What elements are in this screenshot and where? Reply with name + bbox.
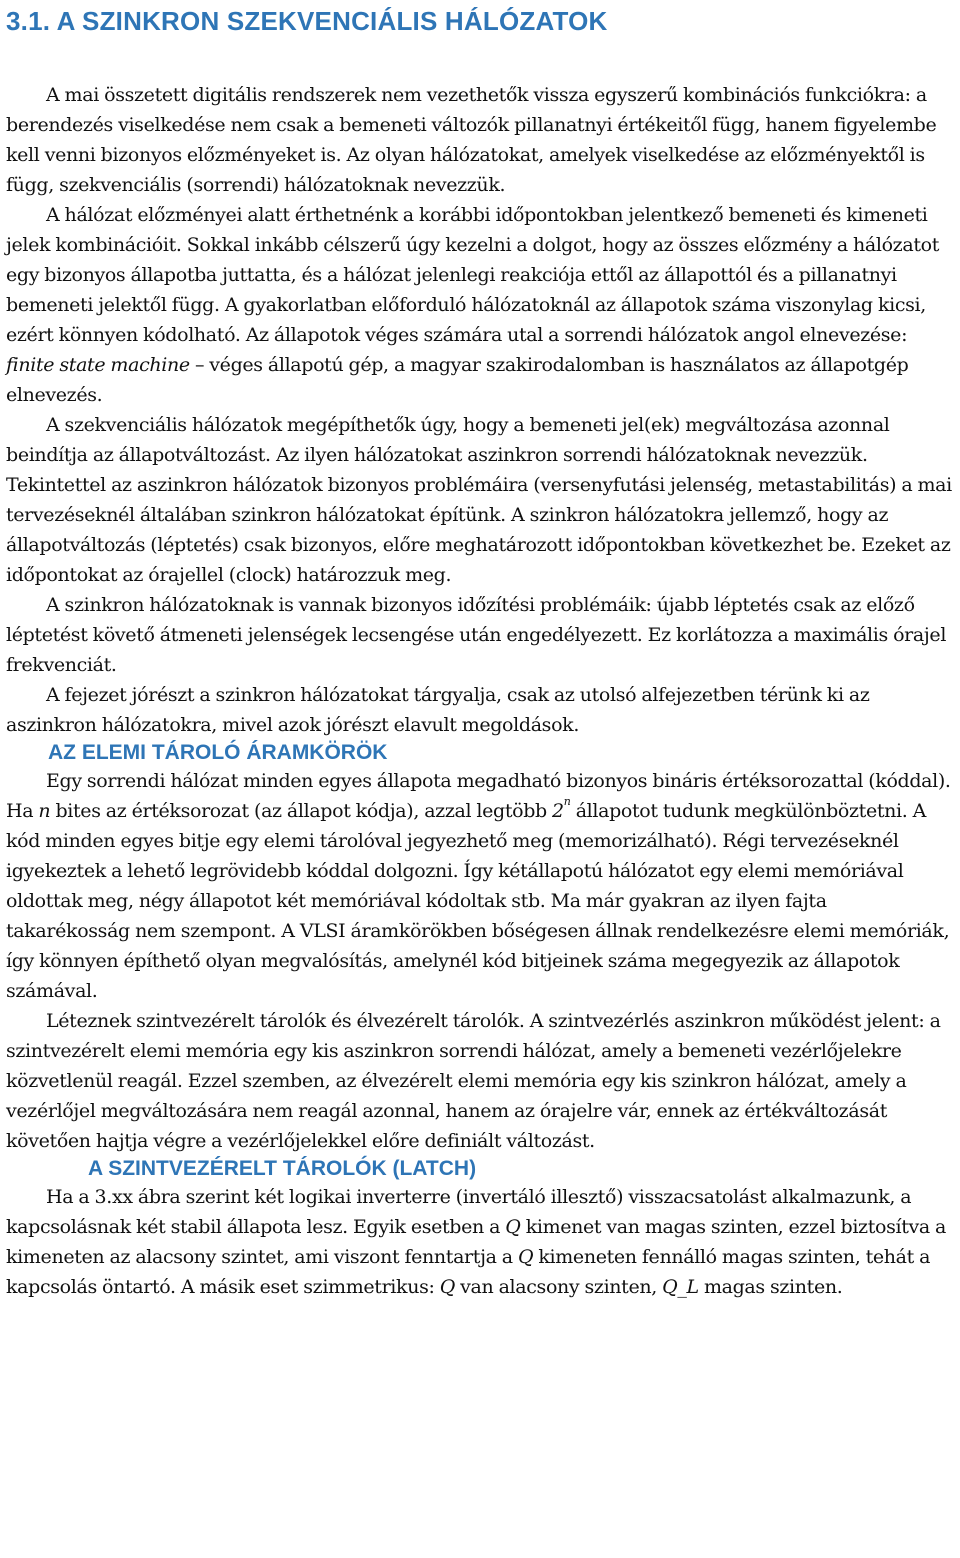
latch-section	[6, 1182, 954, 1302]
text-run: Ha a 3.xx ábra szerint két logikai inverterre (invertáló illesztő) visszacsatolást alkalmazunk, a kapcsolásnak két stabil állapota lesz. Egyik esetben a	[6, 1186, 912, 1238]
signal-q: Q	[517, 1246, 534, 1268]
text-run: van alacsony szinten,	[454, 1276, 663, 1298]
paragraph	[6, 766, 954, 1006]
paragraph: Léteznek szintvezérelt tárolók és élvezérelt tárolók. A szintvezérlés aszinkron működést jelent: a szintvezérelt elemi memória egy kis aszinkron sorrendi hálózat, amely a bemeneti vezérlőjelekre közvetlenül reagál. Ezzel szemben, az élvezérelt elemi memória egy kis szinkron hálózat, amely a vezérlőjel megváltozására nem reagál azonnal, hanem az órajelre vár, ennek az értékváltozását követően hajtja végre a vezérlőjelekkel előre definiált változást.	[6, 1010, 941, 1152]
text-run: kimeneten fennálló magas szinten, tehát a kapcsolás öntartó. A másik eset szimmetrikus:	[6, 1246, 931, 1298]
text-run: A hálózat előzményei alatt érthetnénk a korábbi időpontokban jelentkező bemeneti és kimeneti jelek kombinációit. Sokkal inkább célszerű úgy kezelni a dolgot, hogy az összes előzmény a hálózatot egy bizonyos állapotba juttatta, és a hálózat jelenlegi reakciója ettől az állapottól és a pillanatnyi bemeneti jelektől függ. A gyakorlatban előforduló hálózatoknál az állapotok száma viszonylag kicsi, ezért könnyen kódolható. Az állapotok véges számára utal a sorrendi hálózatok angol elnevezése:	[6, 204, 939, 346]
paragraph: A mai összetett digitális rendszerek nem vezethetők vissza egyszerű kombinációs funkciókra: a berendezés viselkedése nem csak a bemeneti változók pillanatnyi értékeitől függ, hanem figyelembe kell venni bizonyos előzményeket is. Az olyan hálózatokat, amelyek viselkedése az előzményektől is függ, szekvenciális (sorrendi) hálózatoknak nevezzük.	[6, 84, 937, 196]
paragraph	[6, 200, 954, 410]
text-run: állapotot tudunk megkülönböztetni. A kód minden egyes bitje egy elemi tárolóval jegyezhető meg (memorizálható). Régi tervezéseknél igyekeztek a lehető legrövidebb kóddal dolgozni. Így kétállapotú hálózatot egy elemi memóriával oldottak meg, négy állapotot két memóriával kódoltak stb. Ma már gyakran az ilyen fajta takarékosság nem szempont. A VLSI áramkörökben bőségesen állnak rendelkezésre elemi memóriák, így könnyen építhető olyan megvalósítás, amelynél kód bitjeinek száma megegyezik az állapotok számával.	[6, 800, 950, 1002]
paragraph: A fejezet jórészt a szinkron hálózatokat tárgyalja, csak az utolsó alfejezetben térünk ki az aszinkron hálózatokra, mivel azok jórészt elavult megoldások.	[6, 684, 870, 736]
paragraph: A szekvenciális hálózatok megépíthetők úgy, hogy a bemeneti jel(ek) megváltozása azonnal beindítja az állapotváltozást. Az ilyen hálózatokat aszinkron sorrendi hálózatoknak nevezzük. Tekintettel az aszinkron hálózatok bizonyos problémáira (versenyfutási jelenség, metastabilitás) a mai tervezéseknél általában szinkron hálózatokat építünk. A szinkron hálózatokra jellemző, hogy az állapotváltozás (léptetés) csak bizonyos, előre meghatározott időpontokban következhet be. Ezeket az időpontokat az órajellel (clock) határozzuk meg.	[6, 414, 952, 586]
signal-q: Q	[505, 1216, 521, 1238]
signal-q-l: Q_L	[662, 1276, 699, 1298]
signal-q: Q	[439, 1276, 455, 1298]
chapter-heading: 3.1. A SZINKRON SZEKVENCIÁLIS HÁLÓZATOK	[6, 6, 608, 36]
text-run: Egy sorrendi hálózat minden egyes állapota megadható bizonyos bináris értéksorozattal (kóddal). Ha	[6, 770, 951, 822]
subsection-heading: A SZINTVEZÉRELT TÁROLÓK (LATCH)	[88, 1157, 477, 1180]
paragraph: A szinkron hálózatoknak is vannak bizonyos időzítési problémáik: újabb léptetés csak az előző léptetést követő átmeneti jelenségek lecsengése után engedélyezett. Ez korlátozza a maximális órajel frekvenciát.	[6, 594, 947, 676]
power-base: 2	[552, 800, 564, 822]
text-run: bites az értéksorozat (az állapot kódja), azzal legtöbb	[50, 800, 553, 822]
storage-circuits-section	[6, 766, 954, 1156]
power-exponent: n	[563, 795, 571, 808]
text-run: – véges állapotú gép, a magyar szakirodalomban is használatos az állapotgép elnevezés.	[6, 354, 909, 406]
text-run: magas szinten.	[698, 1276, 843, 1298]
variable-n: n	[38, 800, 51, 822]
text-run: kimenet van magas szinten, ezzel biztosítva a kimeneten az alacsony szintet, ami viszont fenntartja a	[6, 1216, 947, 1268]
paragraph	[6, 1182, 954, 1302]
section-heading: AZ ELEMI TÁROLÓ ÁRAMKÖRÖK	[48, 741, 388, 764]
english-term: finite state machine	[6, 354, 190, 376]
intro-section	[6, 80, 954, 740]
